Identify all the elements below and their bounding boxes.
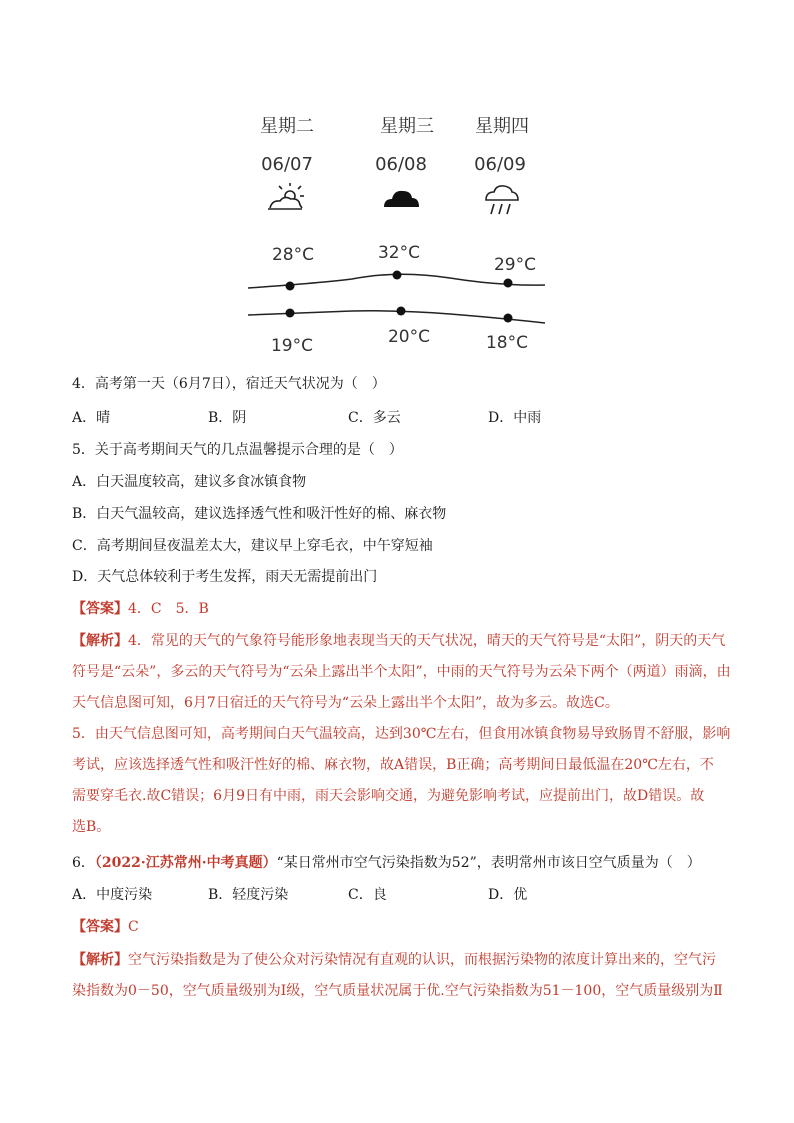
option-c: C．多云 (348, 410, 401, 426)
high-temperature-point (504, 279, 513, 288)
answer-label: 【答案】 (72, 601, 128, 617)
question-source: （2022·江苏常州·中考真题） (94, 855, 277, 871)
analysis-line: 符号是“云朵”，多云的天气符号为“云朵上露出半个太阳”，中雨的天气符号为云朵下两个（两道）雨滴，由 (72, 664, 731, 680)
option-a: A．白天温度较高，建议多食冰镇食物 (72, 474, 307, 490)
date-label: 06/07 (261, 154, 313, 175)
date-label: 06/08 (375, 154, 427, 175)
option-b: B．白天气温较高，建议选择透气性和吸汗性好的棉、麻衣物 (72, 506, 447, 522)
option-c: C．高考期间昼夜温差太大，建议早上穿毛衣，中午穿短袖 (72, 538, 433, 554)
option-a: A．中度污染 (72, 887, 153, 903)
answer-text: 4．C 5．B (128, 601, 209, 617)
high-temperature-label: 29°C (493, 255, 537, 275)
low-temperature-label: 18°C (485, 333, 529, 353)
analysis-line: 空气污染指数是为了使公众对污染情况有直观的认识，而根据污染物的浓度计算出来的，空气污 (128, 952, 716, 968)
answer-6 (72, 917, 139, 937)
option-c: C．良 (348, 887, 387, 903)
option-d: D．中雨 (488, 410, 542, 426)
analysis-line: 需要穿毛衣.故C错误；6月9日有中雨，雨天会影响交通，为避免影响考试，应提前出门，故D错误。故 (72, 788, 705, 804)
answer-4-5 (72, 599, 209, 619)
low-temperature-label: 20°C (387, 327, 431, 347)
analysis-line: 4．常见的天气的气象符号能形象地表现当天的天气状况，晴天的天气符号是“太阳”，阴天的天气 (128, 633, 726, 649)
low-temperature-point (504, 314, 513, 323)
option-a: A．晴 (72, 410, 111, 426)
option-d: D．天气总体较利于考生发挥，雨天无需提前出门 (72, 569, 378, 585)
weekday-label: 星期二 (260, 116, 314, 137)
analysis-line: 选B。 (72, 819, 111, 835)
weather-forecast-figure (0, 0, 794, 360)
analysis-label: 【解析】 (72, 633, 128, 649)
low-temperature-label: 19°C (270, 336, 314, 356)
analysis-line: 染指数为0－50，空气质量级别为Ⅰ级，空气质量状况属于优.空气污染指数为51－100，空气质量级别为Ⅱ (72, 983, 723, 999)
analysis-4-5 (72, 626, 731, 843)
question-5-stem: 5．关于高考期间天气的几点温馨提示合理的是（ ） (72, 442, 403, 458)
question-4-stem: 4．高考第一天（6月7日），宿迁天气状况为（ ） (72, 376, 386, 392)
high-temperature-point (286, 282, 295, 291)
option-d: D．优 (488, 887, 528, 903)
low-temperature-point (397, 307, 406, 316)
question-number: 6． (72, 855, 95, 871)
cloud-icon (384, 191, 419, 207)
date-label: 06/09 (474, 154, 526, 175)
question-text: “某日常州市空气污染指数为52”，表明常州市该日空气质量为（ ） (276, 855, 701, 871)
analysis-line: 天气信息图可知，6月7日宿迁的天气符号为“云朵上露出半个太阳”，故为多云。故选C。 (72, 695, 619, 711)
partly-cloudy-icon (268, 183, 304, 209)
weekday-label: 星期三 (380, 116, 434, 137)
low-temperature-point (286, 309, 295, 318)
analysis-line: 考试，应该选择透气性和吸汗性好的棉、麻衣物，故A错误，B正确；高考期间日最低温在20℃左右，不 (72, 757, 714, 773)
analysis-6 (72, 945, 722, 1007)
high-temperature-point (393, 271, 402, 280)
answer-label: 【答案】 (72, 919, 128, 935)
question-6-stem (72, 853, 701, 873)
analysis-label: 【解析】 (72, 952, 128, 968)
analysis-line: 5．由天气信息图可知，高考期间白天气温较高，达到30℃左右，但食用冰镇食物易导致肠胃不舒服，影响 (72, 726, 731, 742)
weekday-label: 星期四 (475, 116, 529, 137)
answer-text: C (128, 919, 139, 935)
option-b: B．轻度污染 (208, 887, 289, 903)
rain-icon (486, 186, 518, 214)
option-b: B．阴 (208, 410, 247, 426)
high-temperature-label: 28°C (271, 245, 315, 265)
high-temperature-label: 32°C (377, 243, 421, 263)
